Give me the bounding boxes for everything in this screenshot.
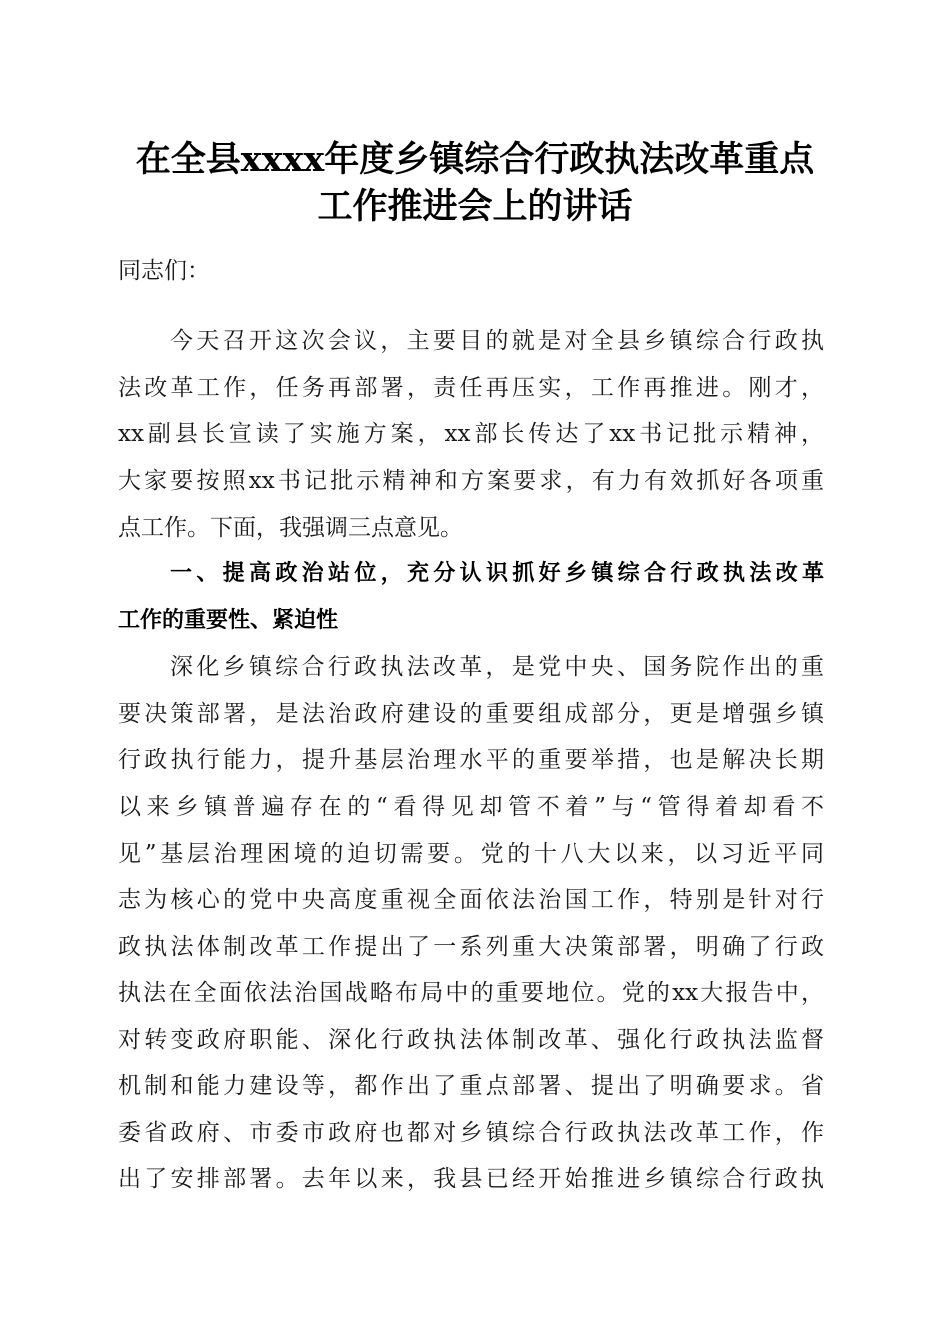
paragraph-2-line: 执法在全面依法治国战略布局中的重要地位。党的xx大报告中，	[118, 980, 824, 1006]
paragraph-1-line: 今天召开这次会议，主要目的就是对全县乡镇综合行政执	[170, 328, 824, 354]
paragraph-1-line: xx副县长宣读了实施方案，xx部长传达了xx书记批示精神，	[118, 421, 824, 447]
paragraph-2-line: 行政执行能力，提升基层治理水平的重要举措，也是解决长期	[118, 747, 824, 773]
paragraph-2-line: 对转变政府职能、深化行政执法体制改革、强化行政执法监督	[118, 1027, 824, 1053]
paragraph-2-line: 见”基层治理困境的迫切需要。党的十八大以来，以习近平同	[118, 841, 824, 867]
paragraph-2-line: 要决策部署，是法治政府建设的重要组成部分，更是增强乡镇	[118, 701, 824, 727]
salutation: 同志们：	[118, 258, 210, 284]
section-heading-1: 一、提高政治站位，充分认识抓好乡镇综合行政执法改革	[170, 561, 824, 586]
paragraph-2-line: 深化乡镇综合行政执法改革，是党中央、国务院作出的重	[170, 654, 824, 680]
document-title-line-2: 工作推进会上的讲话	[317, 186, 633, 227]
paragraph-2-line: 委省政府、市委市政府也都对乡镇综合行政执法改革工作，作	[118, 1120, 824, 1146]
paragraph-1-line: 大家要按照xx书记批示精神和方案要求，有力有效抓好各项重	[118, 468, 824, 494]
paragraph-2-line: 出了安排部署。去年以来，我县已经开始推进乡镇综合行政执	[118, 1166, 824, 1192]
paragraph-2-line: 机制和能力建设等，都作出了重点部署、提出了明确要求。省	[118, 1073, 824, 1099]
paragraph-2-line: 以来乡镇普遍存在的“看得见却管不着”与“管得着却看不	[118, 794, 824, 820]
paragraph-1-line: 法改革工作，任务再部署，责任再压实，工作再推进。刚才，	[118, 375, 824, 401]
paragraph-2-line: 志为核心的党中央高度重视全面依法治国工作，特别是针对行	[118, 887, 824, 913]
section-heading-1: 工作的重要性、紧迫性	[118, 608, 339, 633]
document-title-line-1: 在全县xxxx年度乡镇综合行政执法改革重点	[135, 139, 815, 180]
paragraph-1-line: 点工作。下面，我强调三点意见。	[118, 515, 463, 541]
paragraph-2-line: 政执法体制改革工作提出了一系列重大决策部署，明确了行政	[118, 934, 824, 960]
